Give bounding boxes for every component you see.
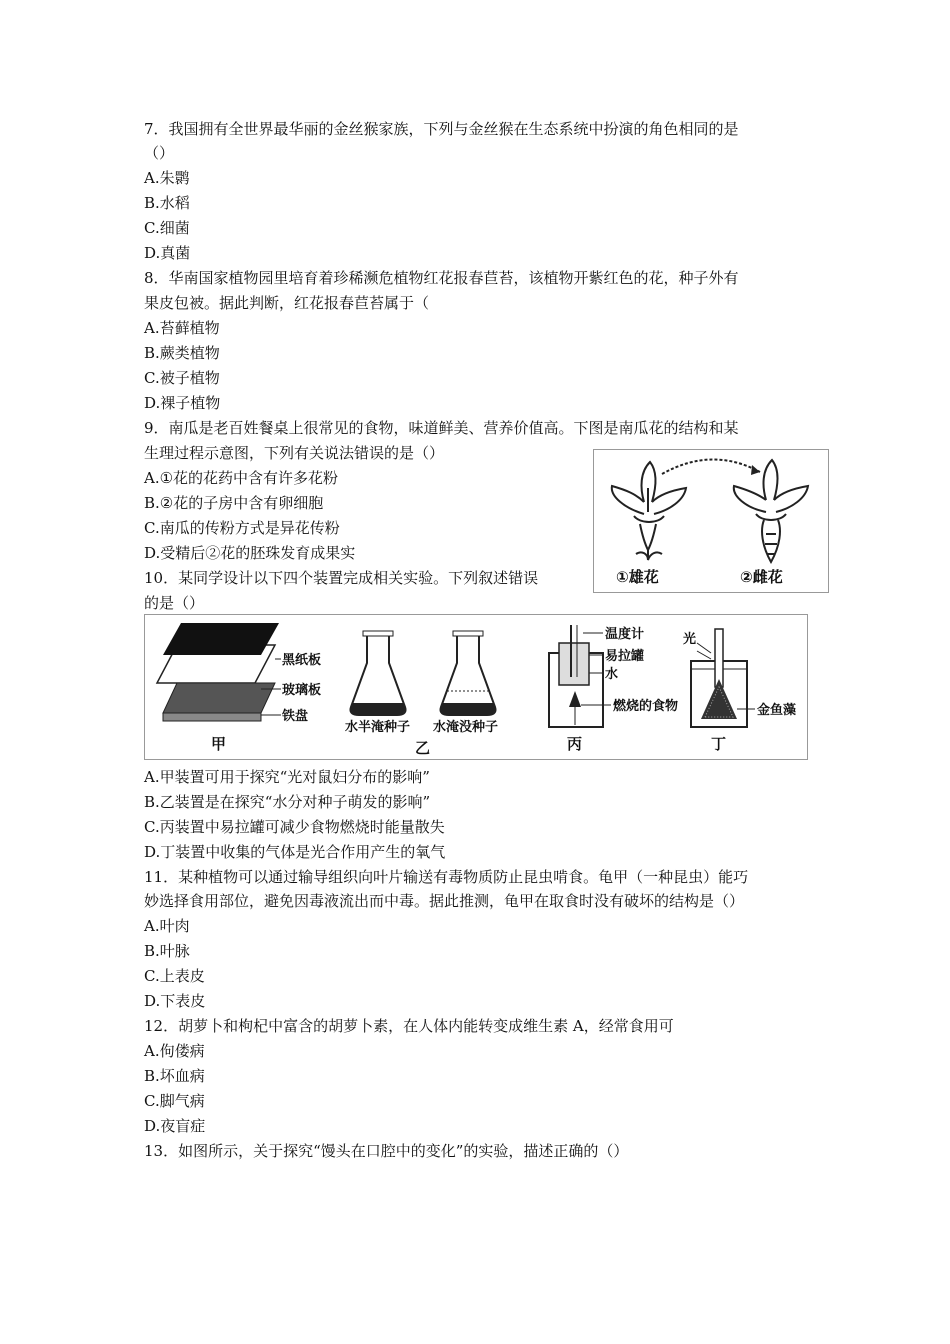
q7-stem-line2: （） — [144, 144, 175, 162]
setup-ding-name: 丁 — [711, 735, 727, 753]
setup-ding — [683, 629, 796, 753]
setup-yi-name: 乙 — [415, 739, 431, 757]
setup-yi — [345, 631, 498, 757]
q9-stem-line2: 生理过程示意图，下列有关说法错误的是（） — [144, 444, 445, 462]
q12-option-a: A.佝偻病 — [144, 1042, 205, 1060]
label-thermometer: 温度计 — [605, 627, 645, 642]
label-can: 易拉罐 — [605, 649, 645, 664]
label-hornwort: 金鱼藻 — [757, 703, 797, 718]
q9-option-a: A.①花的花药中含有许多花粉 — [144, 469, 339, 487]
q13-stem-line1: 13．如图所示，关于探究“馒头在口腔中的变化”的实验，描述正确的（） — [144, 1142, 629, 1160]
q8-option-b: B.蕨类植物 — [144, 344, 220, 362]
setup-bing — [549, 625, 678, 753]
q12-option-b: B.坏血病 — [144, 1067, 205, 1085]
q12-stem-line1: 12．胡萝卜和枸杞中富含的胡萝卜素，在人体内能转变成维生素 A，经常食用可 — [144, 1017, 674, 1035]
q8-stem-line1: 8．华南国家植物园里培育着珍稀濒危植物红花报春苣苔，该植物开紫红色的花，种子外有 — [144, 269, 739, 287]
q11-option-d: D.下表皮 — [144, 992, 206, 1010]
funnel-icon — [701, 679, 737, 719]
female-flower-label: ②雌花 — [740, 568, 783, 586]
female-flower-icon — [734, 460, 808, 562]
q7-option-c: C.细菌 — [144, 219, 190, 237]
test-tube-icon — [715, 629, 723, 687]
q12-option-c: C.脚气病 — [144, 1092, 205, 1110]
q11-option-b: B.叶脉 — [144, 942, 190, 960]
q11-option-a: A.叶肉 — [144, 917, 190, 935]
label-iron-tray: 铁盘 — [282, 709, 309, 724]
male-flower-icon — [612, 462, 686, 560]
label-burning-food: 燃烧的食物 — [613, 699, 679, 714]
q11-option-c: C.上表皮 — [144, 967, 205, 985]
q10-option-a: A.甲装置可用于探究“光对鼠妇分布的影响” — [144, 768, 430, 786]
label-glass-plate: 玻璃板 — [282, 683, 322, 698]
flask-mouth — [453, 631, 483, 636]
q7-option-a: A.朱鹮 — [144, 169, 190, 187]
q9-stem-line1: 9．南瓜是老百姓餐桌上很常见的食物，味道鲜美、营养价值高。下图是南瓜花的结构和某 — [144, 419, 739, 437]
black-board-icon — [163, 623, 279, 655]
tray-edge — [163, 713, 261, 721]
label-light: 光 — [683, 632, 697, 647]
flask-mouth — [363, 631, 393, 636]
setup-bing-name: 丙 — [567, 735, 583, 753]
label-half-submerged: 水半淹种子 — [345, 720, 411, 735]
male-flower-label: ①雄花 — [616, 568, 659, 586]
q7-option-d: D.真菌 — [144, 244, 191, 262]
setup-jia-name: 甲 — [211, 735, 227, 753]
q10-option-c: C.丙装置中易拉罐可减少食物燃烧时能量散失 — [144, 818, 445, 836]
seeds-half-icon — [351, 703, 405, 715]
experiment-setups-figure — [144, 614, 808, 760]
pollination-arrow — [662, 459, 760, 474]
q10-option-b: B.乙装置是在探究“水分对种子萌发的影响” — [144, 793, 431, 811]
q8-stem-line2: 果皮包被。据此判断，红花报春苣苔属于（ — [144, 294, 430, 312]
iron-tray-icon — [163, 683, 275, 713]
q10-stem-line1: 10．某同学设计以下四个装置完成相关实验。下列叙述错误 — [144, 569, 539, 587]
q8-option-d: D.裸子植物 — [144, 394, 221, 412]
setup-jia — [157, 623, 321, 753]
q7-option-b: B.水稻 — [144, 194, 190, 212]
label-water: 水 — [605, 667, 619, 682]
arrow-head-icon — [751, 465, 760, 475]
label-black-board: 黑纸板 — [282, 653, 322, 668]
q9-option-b: B.②花的子房中含有卵细胞 — [144, 494, 324, 512]
q11-stem-line2: 妙选择食用部位，避免因毒液流出而中毒。据此推测，龟甲在取食时没有破坏的结构是（） — [144, 892, 745, 910]
q12-option-d: D.夜盲症 — [144, 1117, 206, 1135]
q11-stem-line1: 11．某种植物可以通过输导组织向叶片输送有毒物质防止昆虫啃食。龟甲（一种昆虫）能巧 — [144, 868, 749, 886]
flame-icon — [569, 691, 581, 707]
q9-option-d: D.受精后②花的胚珠发育成果实 — [144, 544, 356, 562]
light-ray-icon — [697, 651, 711, 659]
light-ray-icon — [697, 643, 711, 653]
q8-option-c: C.被子植物 — [144, 369, 220, 387]
q7-stem-line1: 7．我国拥有全世界最华丽的金丝猴家族，下列与金丝猴在生态系统中扮演的角色相同的是 — [144, 120, 739, 138]
seeds-submerged-icon — [441, 703, 495, 715]
q8-option-a: A.苔藓植物 — [144, 319, 220, 337]
q10-option-d: D.丁装置中收集的气体是光合作用产生的氧气 — [144, 843, 446, 861]
can-icon — [559, 643, 589, 685]
q10-stem-line2: 的是（） — [144, 594, 205, 612]
pumpkin-flower-figure — [593, 449, 829, 593]
q9-option-c: C.南瓜的传粉方式是异花传粉 — [144, 519, 340, 537]
label-submerged: 水淹没种子 — [433, 720, 499, 735]
